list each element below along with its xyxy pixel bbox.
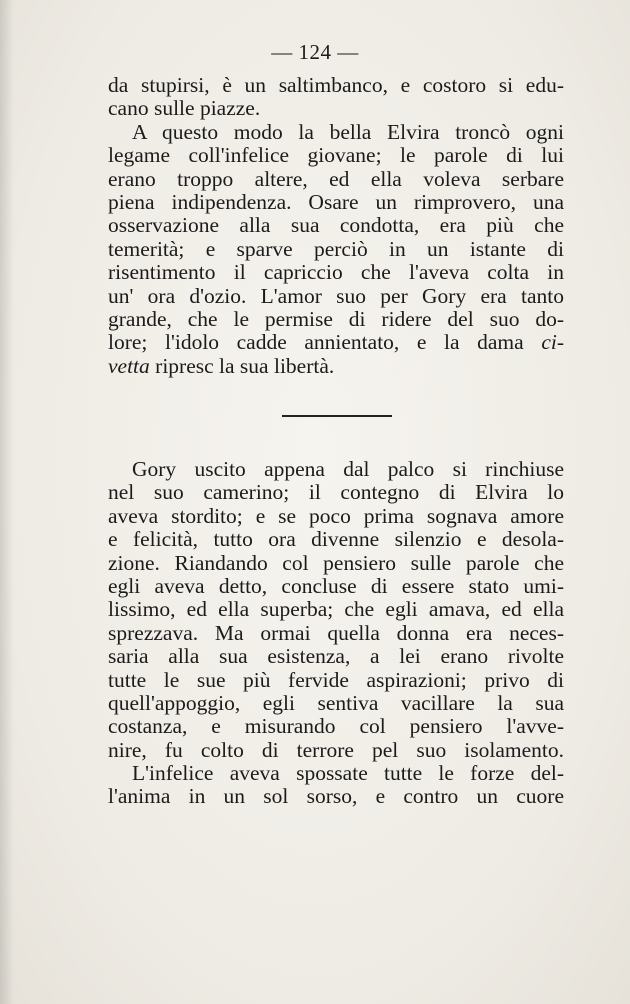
text-line: temerità; e sparve perciò in un istante di xyxy=(108,236,564,261)
text-line: da stupirsi, è un saltimbanco, e costoro si edu- xyxy=(108,73,564,97)
text-line: sprezzava. Ma ormai quella donna era neces- xyxy=(108,620,564,645)
text-line: L'infelice aveva spossate tutte le forze del- xyxy=(132,761,564,786)
paragraph-block-1 xyxy=(108,74,564,378)
text-line: aveva stordito; e se poco prima sognava amore xyxy=(108,503,564,528)
text-line: risentimento il capriccio che l'aveva colta in xyxy=(108,260,564,285)
italic-word: ci- xyxy=(541,330,564,355)
text-line: tutte le sue più fervide aspirazioni; privo di xyxy=(108,667,564,692)
text-line: nire, fu colto di terrore pel suo isolamento. xyxy=(108,737,564,762)
text-line-with-italic xyxy=(108,331,564,354)
text-line-with-italic xyxy=(108,355,564,378)
text-line: A questo modo la bella Elvira troncò ogni xyxy=(132,119,564,144)
italic-word: vetta xyxy=(108,353,150,378)
page-edge-shadow xyxy=(0,0,14,1004)
text-segment: lore; l'idolo cadde annientato, e la dama xyxy=(108,330,524,355)
text-line: un' ora d'ozio. L'amor suo per Gory era tanto xyxy=(108,283,564,308)
text-line: lissimo, ed ella superba; che egli amava, ed ella xyxy=(108,597,564,622)
paragraph-block-2 xyxy=(108,458,564,809)
text-line: l'anima in un sol sorso, e contro un cuore xyxy=(108,784,564,809)
text-segment: ripresc la sua libertà. xyxy=(155,353,335,378)
text-line: zione. Riandando col pensiero sulle parole che xyxy=(108,550,564,575)
text-line: e felicità, tutto ora divenne silenzio e desola- xyxy=(108,527,564,552)
text-line: costanza, e misurando col pensiero l'avve- xyxy=(108,714,564,739)
page-number: — 124 — xyxy=(271,40,359,64)
text-line: nel suo camerino; il contegno di Elvira lo xyxy=(108,480,564,505)
text-line: quell'appoggio, egli sentiva vacillare la sua xyxy=(108,690,564,715)
text-line: piena indipendenza. Osare un rimprovero, una xyxy=(108,189,564,214)
text-line: grande, che le permise di ridere del suo do- xyxy=(108,306,564,331)
text-line: cano sulle piazze. xyxy=(108,96,261,121)
text-line: osservazione alla sua condotta, era più che xyxy=(108,213,564,238)
text-line: Gory uscito appena dal palco si rinchiuse xyxy=(132,457,564,481)
text-line: erano troppo altere, ed ella voleva serbare xyxy=(108,166,564,191)
text-line: legame coll'infelice giovane; le parole di lui xyxy=(108,143,564,168)
section-divider xyxy=(282,415,392,417)
text-line: egli aveva detto, concluse di essere stato umi- xyxy=(108,573,564,598)
text-line: saria alla sua esistenza, a lei erano rivolte xyxy=(108,644,564,669)
